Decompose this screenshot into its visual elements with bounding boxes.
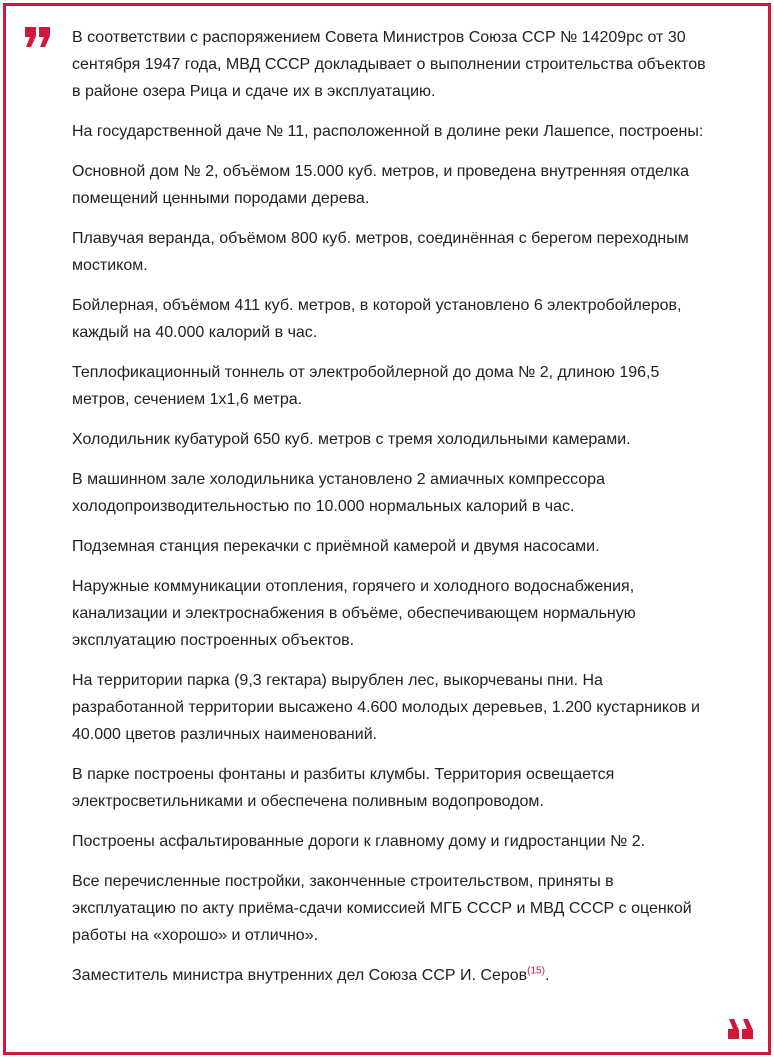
quote-paragraph: Теплофикационный тоннель от электробойлерной до дома № 2, длиною 196,5 метров, сечением 1х1,6 метра.	[72, 364, 660, 408]
quote-paragraph: На территории парка (9,3 гектара) вырублен лес, выкорчеваны пни. На разработанной территории высажено 4.600 молодых деревьев, 1.200 кустарников и 40.000 цветов различных наименований.	[72, 672, 700, 743]
quote-paragraph: Плавучая веранда, объёмом 800 куб. метров, соединённая с берегом переходным мостиком.	[72, 230, 689, 274]
quote-paragraph: Построены асфальтированные дороги к главному дому и гидростанции № 2.	[72, 833, 646, 850]
quote-paragraph: В парке построены фонтаны и разбиты клумбы. Территория освещается электросветильниками и обеспечена поливным водопроводом.	[72, 766, 615, 810]
close-quote-icon	[725, 1017, 755, 1041]
footnote-reference-link[interactable]: (15)	[527, 965, 545, 977]
signature-line	[72, 962, 712, 989]
quote-paragraph: В машинном зале холодильника установлено 2 амиачных компрессора холодопроизводительностью по 10.000 нормальных калорий в час.	[72, 471, 605, 515]
signature-period: .	[544, 967, 550, 984]
quote-paragraph: На государственной даче № 11, расположенной в долине реки Лашепсе, построены:	[72, 123, 704, 140]
quote-paragraph: Холодильник кубатурой 650 куб. метров с тремя холодильными камерами.	[72, 431, 631, 448]
quote-paragraph: Основной дом № 2, объёмом 15.000 куб. метров, и проведена внутренняя отделка помещений ценными породами дерева.	[72, 163, 689, 207]
quote-paragraph: Наружные коммуникации отопления, горячего и холодного водоснабжения, канализации и электроснабжения в объёме, обеспечивающем нормальную эксплуатацию построенных объектов.	[72, 578, 636, 649]
signature-text: Заместитель министра внутренних дел Союза ССР И. Серов	[72, 967, 528, 984]
quote-paragraph: Подземная станция перекачки с приёмной камерой и двумя насосами.	[72, 538, 600, 555]
quote-paragraph: Все перечисленные постройки, законченные строительством, приняты в эксплуатацию по акту приёма-сдачи комиссией МГБ СССР и МВД СССР с оценкой работы на «хорошо» и отлично».	[72, 873, 692, 944]
quote-paragraph: Бойлерная, объёмом 411 куб. метров, в которой установлено 6 электробойлеров, каждый на 40.000 калорий в час.	[72, 297, 682, 341]
quote-text	[72, 24, 712, 1002]
blockquote	[3, 3, 771, 1055]
open-quote-icon	[23, 25, 53, 49]
quote-paragraph: В соответствии с распоряжением Совета Министров Союза ССР № 14209рс от 30 сентября 1947 года, МВД СССР докладывает о выполнении строительства объектов в районе озера Рица и сдаче их в эксплуатацию.	[72, 29, 706, 100]
